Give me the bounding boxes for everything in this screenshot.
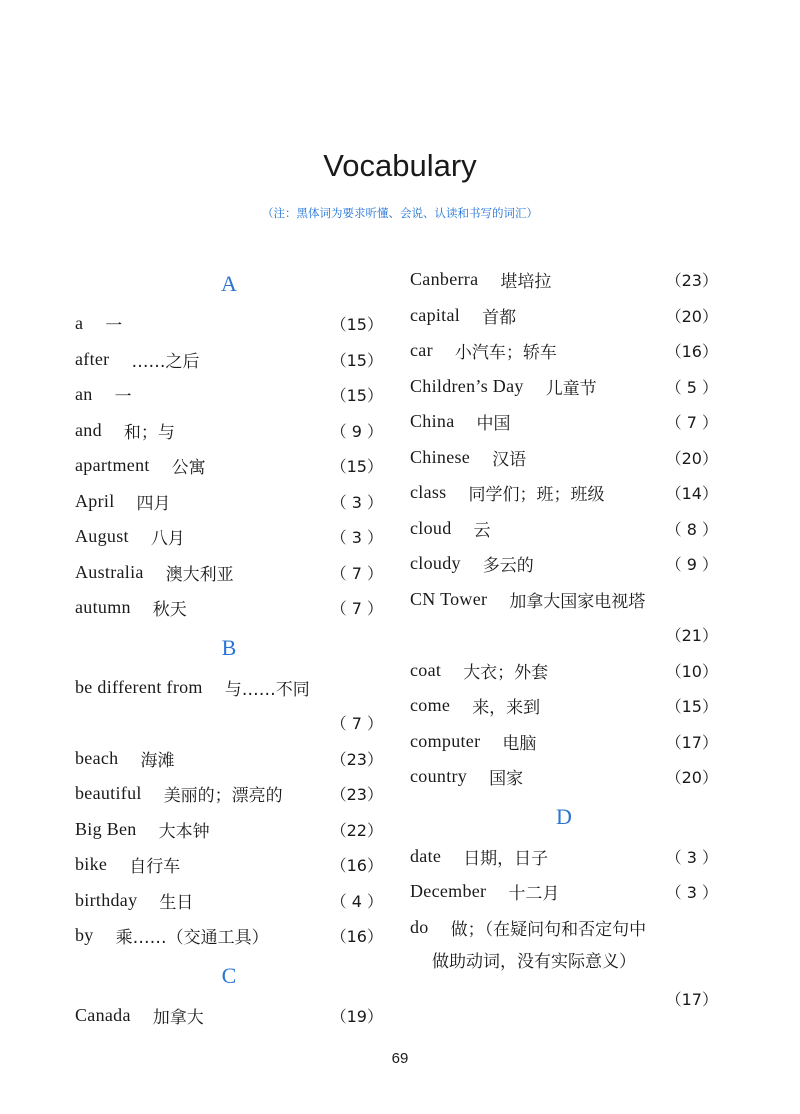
vocab-page-ref: （14）: [665, 484, 718, 504]
vocab-word: country: [410, 766, 468, 787]
vocab-entry: [75, 776, 383, 812]
vocab-meaning: 一: [114, 387, 132, 408]
page-number: 69: [391, 1050, 409, 1067]
vocab-entry: [410, 688, 718, 724]
vocabulary-column-right: [410, 262, 718, 1016]
vocab-meaning: 自行车: [129, 857, 181, 878]
vocab-page-ref: （23）: [330, 785, 383, 805]
vocab-entry: [410, 262, 718, 298]
vocab-meaning: 公寓: [171, 458, 206, 479]
vocab-page-ref: （15）: [665, 697, 718, 717]
vocab-entry: [410, 724, 718, 760]
vocab-meaning: 儿童节: [545, 378, 597, 399]
vocab-meaning: 生日: [159, 892, 194, 913]
vocab-meaning: 秋天: [152, 600, 187, 621]
vocab-entry: [75, 484, 383, 520]
vocab-word: a: [75, 313, 84, 334]
letter-heading: C: [221, 962, 237, 988]
vocab-page-ref: （17）: [665, 989, 718, 1009]
vocab-page-ref: （ 7 ）: [665, 413, 718, 433]
vocab-word: be different from: [75, 676, 203, 697]
vocab-word: beautiful: [75, 783, 142, 804]
vocab-page-ref: （ 8 ）: [665, 519, 718, 539]
vocab-page-ref: （ 5 ）: [665, 377, 718, 397]
vocab-page-ref: （17）: [665, 732, 718, 752]
vocab-meaning: 和；与: [123, 422, 175, 443]
vocab-meaning: 澳大利亚: [165, 564, 234, 585]
vocab-word: cloudy: [410, 553, 461, 574]
vocab-word: December: [410, 881, 487, 902]
vocab-page-ref: （ 7 ）: [330, 599, 383, 619]
vocab-word: Canada: [75, 1004, 131, 1025]
vocab-word: Big Ben: [75, 818, 137, 839]
vocab-meaning: 加拿大国家电视塔: [509, 591, 646, 612]
vocab-word: capital: [410, 304, 461, 325]
vocab-word: do: [410, 916, 429, 937]
vocab-entry: [410, 759, 718, 795]
vocab-word: Australia: [75, 561, 144, 582]
vocab-entry: [75, 306, 383, 342]
vocab-page-ref: （20）: [665, 768, 718, 788]
vocab-page-ref: （ 3 ）: [665, 847, 718, 867]
vocab-word: coat: [410, 659, 442, 680]
vocab-word: Children’s Day: [410, 375, 524, 396]
vocab-entry: [75, 590, 383, 626]
vocab-meaning: 日期，日子: [463, 848, 549, 869]
vocab-word: an: [75, 384, 93, 405]
vocab-meaning: ……之后: [131, 351, 200, 372]
vocab-meaning: 加拿大: [152, 1007, 204, 1028]
vocab-word: cloud: [410, 517, 452, 538]
vocab-word: bike: [75, 854, 108, 875]
vocab-meaning: 小汽车；轿车: [454, 343, 557, 364]
vocab-page-ref: （20）: [665, 448, 718, 468]
vocab-meaning: 汉语: [492, 449, 527, 470]
vocab-page-ref: （23）: [330, 749, 383, 769]
vocab-word: birthday: [75, 889, 138, 910]
vocab-word: after: [75, 348, 110, 369]
vocab-word: Canberra: [410, 269, 479, 290]
vocab-page-ref: （15）: [330, 457, 383, 477]
vocab-word: computer: [410, 730, 481, 751]
vocab-entry: [410, 369, 718, 405]
vocabulary-column-left: [75, 262, 383, 1033]
vocab-meaning: 美丽的；漂亮的: [163, 786, 283, 807]
vocab-entry: [75, 342, 383, 378]
vocab-page-ref: （ 7 ）: [330, 563, 383, 583]
vocab-page-ref: （16）: [330, 927, 383, 947]
vocab-page-ref: （ 4 ）: [330, 891, 383, 911]
vocab-page-ref-line: [75, 705, 383, 741]
vocab-page-ref: （15）: [330, 315, 383, 335]
vocab-page-ref: （ 9 ）: [665, 555, 718, 575]
vocab-meaning: 首都: [482, 307, 517, 328]
letter-heading: A: [221, 271, 237, 296]
vocab-meaning: 四月: [136, 493, 171, 514]
page-title: Vocabulary: [323, 148, 477, 183]
letter-heading: B: [221, 634, 237, 660]
vocab-entry: [410, 298, 718, 334]
vocab-word: April: [75, 490, 115, 511]
vocab-word: date: [410, 845, 442, 866]
vocab-entry: [410, 874, 718, 910]
vocab-meaning: 大本钟: [158, 821, 210, 842]
vocab-meaning: 电脑: [502, 733, 537, 754]
vocab-entry: [75, 883, 383, 919]
vocab-word: and: [75, 419, 102, 440]
vocab-word: car: [410, 340, 433, 361]
vocab-meaning: 云: [473, 520, 491, 541]
vocab-entry: [410, 404, 718, 440]
vocab-entry: [75, 555, 383, 591]
vocab-entry: [75, 918, 383, 954]
vocab-page-ref: （ 3 ）: [330, 528, 383, 548]
vocab-page-ref: （15）: [330, 350, 383, 370]
vocab-page-ref: （20）: [665, 306, 718, 326]
vocab-page-ref: （ 3 ）: [665, 883, 718, 903]
vocab-entry: [75, 847, 383, 883]
vocab-entry: [75, 448, 383, 484]
vocab-page-ref: （ 3 ）: [330, 492, 383, 512]
vocab-page-ref: （15）: [330, 386, 383, 406]
vocab-page-ref-line: [410, 617, 718, 653]
vocab-entry: [410, 653, 718, 689]
vocab-entry: [75, 670, 383, 706]
vocab-meaning: 大衣；外套: [463, 662, 549, 683]
vocab-entry: [410, 475, 718, 511]
vocab-meaning: 乘……（交通工具）: [115, 928, 269, 949]
vocab-entry: [410, 440, 718, 476]
vocab-word: apartment: [75, 455, 150, 476]
vocab-entry: [410, 910, 718, 946]
vocab-word: by: [75, 925, 94, 946]
vocab-word: August: [75, 526, 129, 547]
vocab-entry: [410, 546, 718, 582]
vocab-page-ref: （10）: [665, 661, 718, 681]
vocab-meaning: 做；（在疑问句和否定句中: [450, 919, 647, 940]
letter-heading: D: [556, 803, 572, 829]
vocab-meaning: 十二月: [508, 884, 560, 905]
vocab-word: come: [410, 695, 451, 716]
vocab-entry: [410, 582, 718, 618]
vocab-word: beach: [75, 747, 119, 768]
vocab-page-ref: （16）: [330, 856, 383, 876]
vocab-page-ref: （16）: [665, 342, 718, 362]
vocab-meaning: 国家: [489, 769, 524, 790]
vocab-entry: [75, 812, 383, 848]
vocab-meaning: 与……不同: [224, 679, 310, 700]
vocab-entry: [410, 511, 718, 547]
vocab-word: China: [410, 411, 455, 432]
vocab-entry: [75, 741, 383, 777]
vocab-page-ref: （ 7 ）: [330, 714, 383, 734]
vocab-entry: [410, 333, 718, 369]
vocab-entry: [410, 839, 718, 875]
vocab-meaning: 海滩: [140, 750, 175, 771]
vocab-meaning: 一: [105, 316, 123, 337]
vocab-word: CN Tower: [410, 588, 488, 609]
vocab-page-ref: （21）: [665, 626, 718, 646]
vocab-meaning: 多云的: [482, 556, 534, 577]
vocab-entry: [75, 377, 383, 413]
vocab-word: class: [410, 482, 447, 503]
vocab-meaning-continued: 做助动词，没有实际意义）: [432, 952, 636, 972]
vocab-meaning: 同学们；班；班级: [468, 485, 605, 506]
vocab-meaning: 来，来到: [472, 698, 541, 719]
vocab-page-ref-line: [410, 981, 718, 1017]
vocab-entry: [75, 413, 383, 449]
vocab-meaning: 八月: [150, 529, 185, 550]
vocab-word: Chinese: [410, 446, 471, 467]
vocabulary-note: （注：黑体词为要求听懂、会说、认读和书写的词汇）: [262, 206, 538, 220]
vocab-meaning: 中国: [476, 414, 511, 435]
vocab-page-ref: （ 9 ）: [330, 421, 383, 441]
vocab-word: autumn: [75, 597, 131, 618]
vocab-entry: [75, 519, 383, 555]
vocab-meaning: 堪培拉: [500, 272, 552, 293]
vocab-page-ref: （22）: [330, 820, 383, 840]
vocab-entry: [75, 998, 383, 1034]
vocab-page-ref: （19）: [330, 1006, 383, 1026]
vocab-page-ref: （23）: [665, 271, 718, 291]
